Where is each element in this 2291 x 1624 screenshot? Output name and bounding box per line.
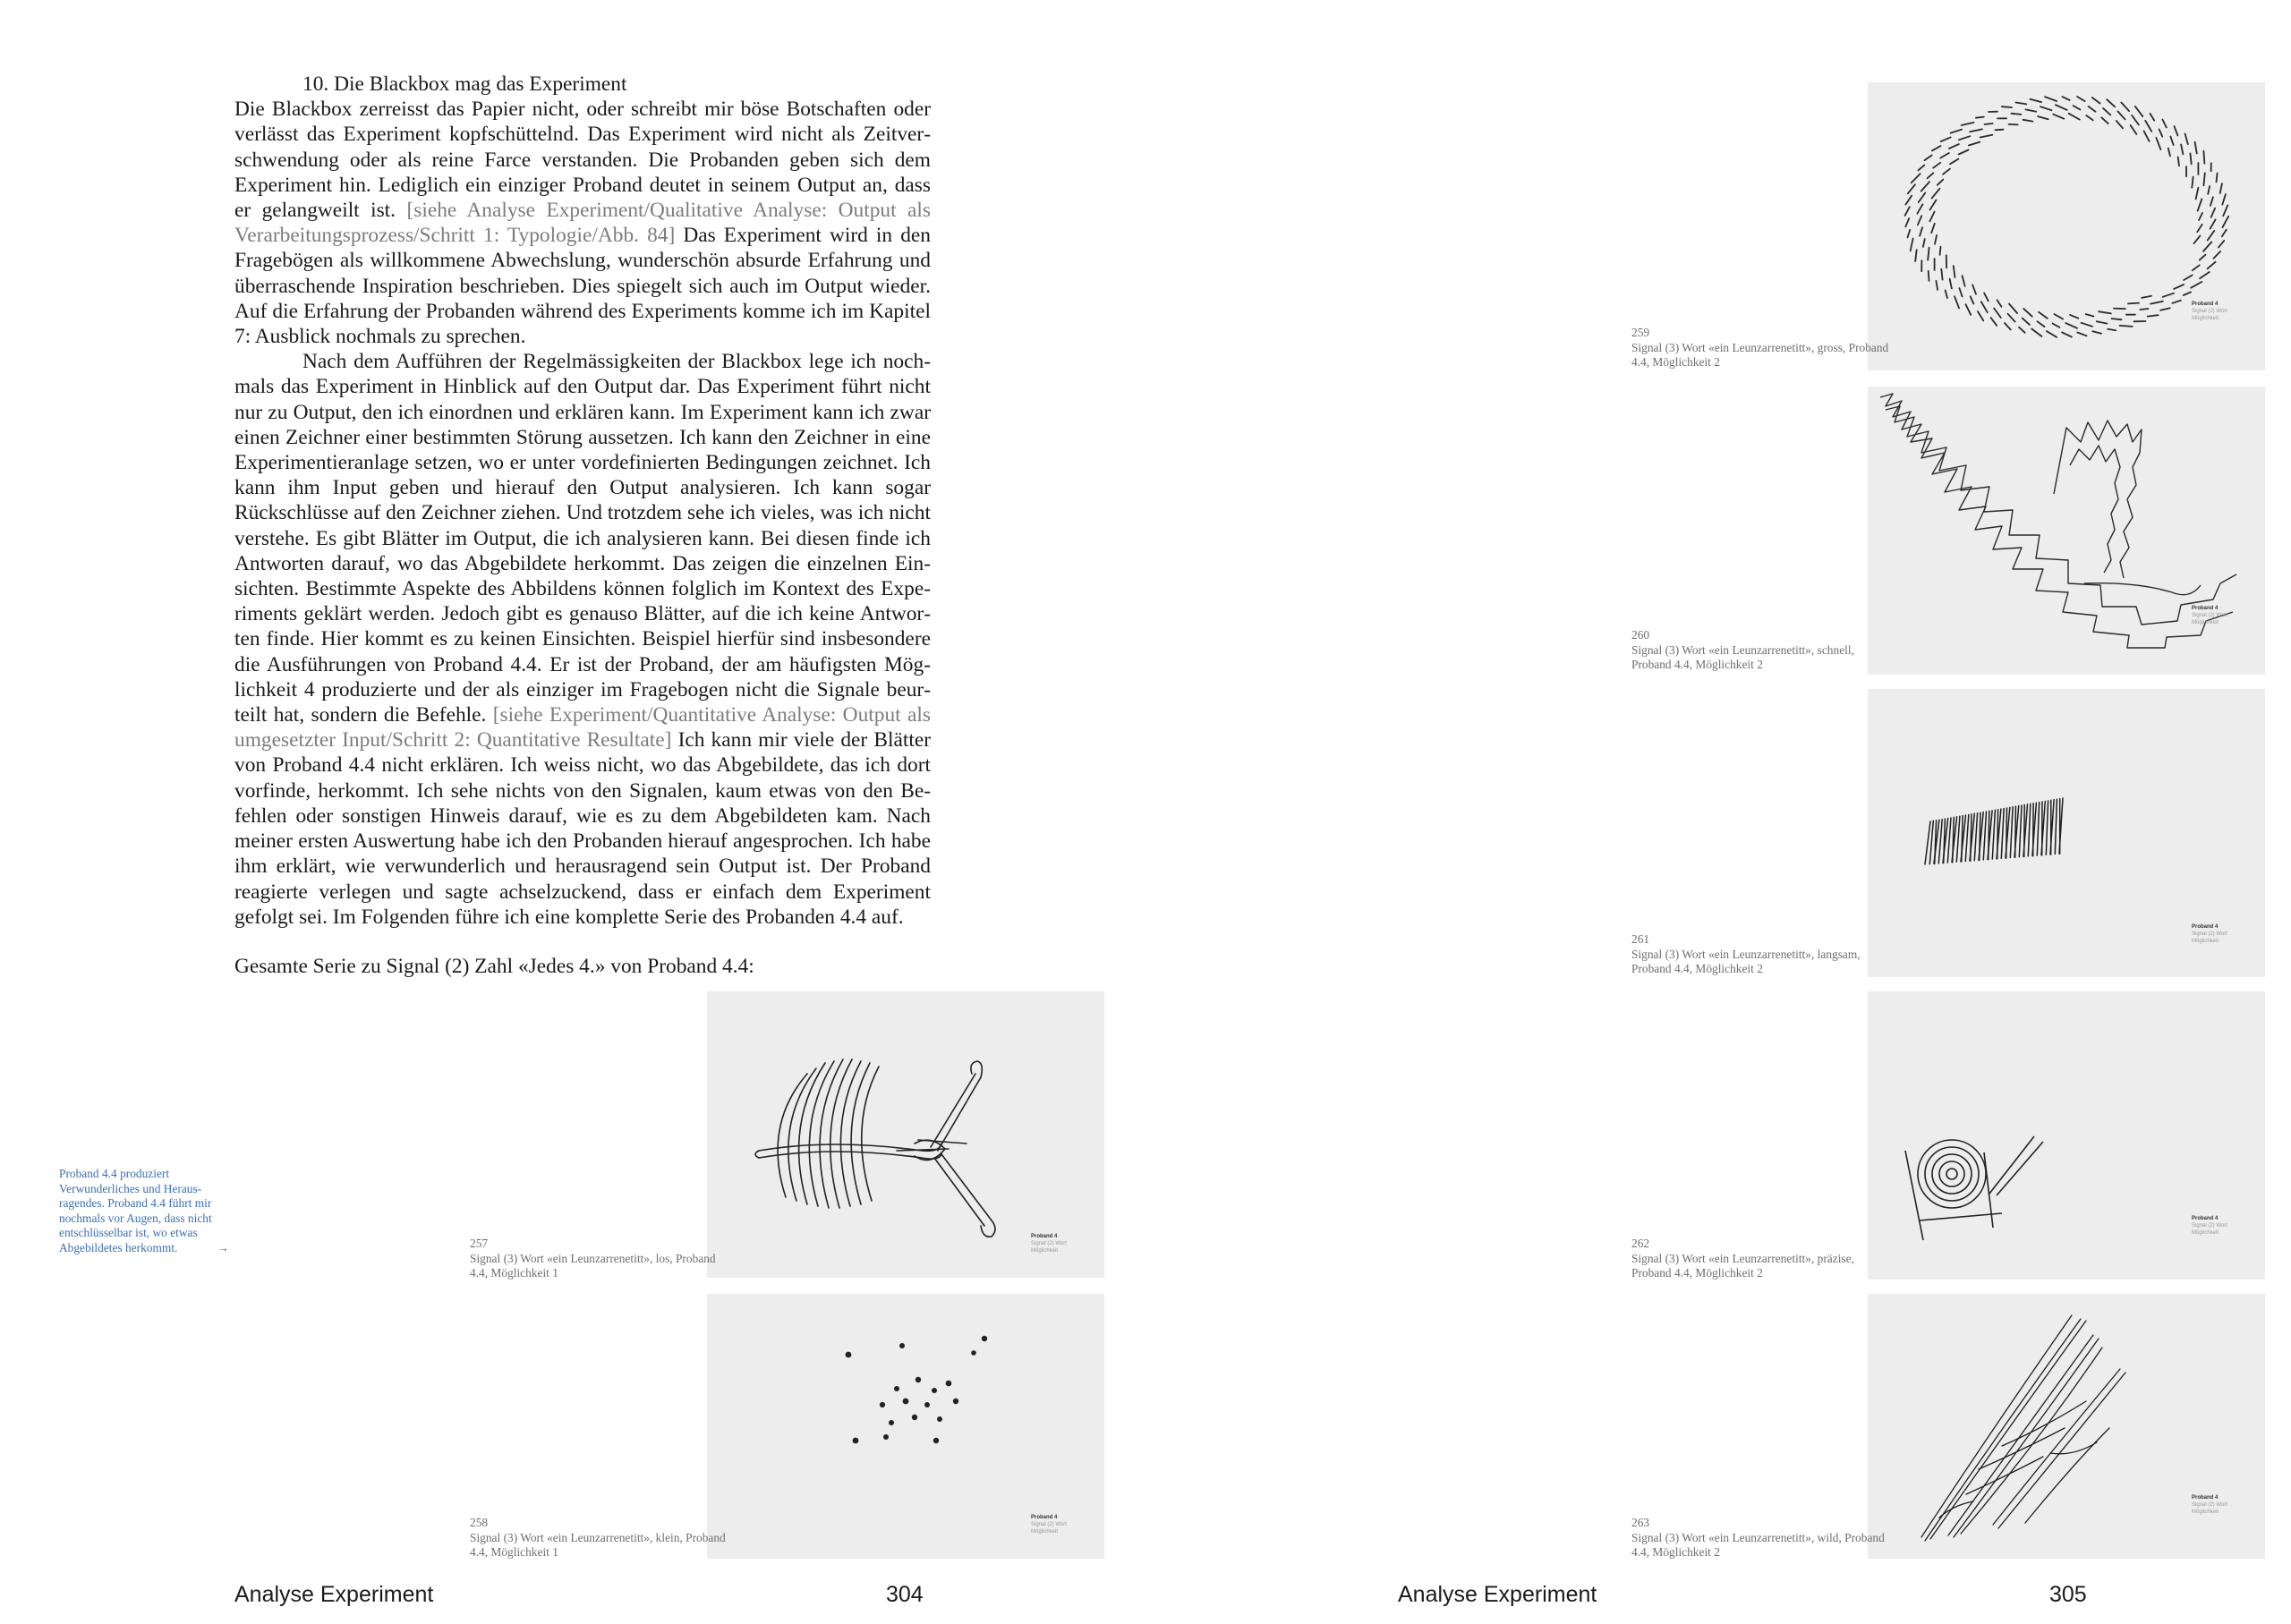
drawing-stroke bbox=[1965, 815, 1969, 862]
figure-number: 259 bbox=[1631, 326, 1650, 339]
drawing-stroke bbox=[2217, 174, 2218, 183]
drawing-stroke bbox=[2210, 197, 2213, 206]
drawing-stroke bbox=[1994, 309, 2001, 319]
figure-caption: Signal (3) Wort «ein Leunzarrenetitt», langsam, Proband 4.4, Möglichkeit 2 bbox=[1631, 947, 1861, 976]
drawing-stroke bbox=[2200, 272, 2210, 278]
drawing-stroke bbox=[1905, 218, 1909, 226]
drawing-stroke bbox=[2089, 106, 2096, 112]
drawing-stroke bbox=[2219, 241, 2224, 248]
drawing-stroke bbox=[2062, 97, 2069, 100]
drawing-stroke bbox=[1931, 224, 1935, 233]
drawing-stroke bbox=[1974, 813, 1977, 861]
drawing-stroke bbox=[2197, 225, 2202, 232]
drawing-stroke bbox=[2128, 303, 2139, 304]
drawing-stroke bbox=[2144, 131, 2150, 141]
drawing-stroke bbox=[1905, 196, 1912, 205]
paragraph-2-text-b: Ich kann mir viele der Blätter von Proband 4.4 nicht erklären. Ich weiss nicht, wo das Abgebildete, das ich dort vorfinde, herkommt. Ich sehe nichts von den Signalen, kaum etwas von den Befehlen oder sonstigen Hinweis darauf, wie es zu dem Abgebildeten kam. Nach meiner ersten Auswertung habe ich den Probanden hierauf angesprochen. Ich habe ihm erklärt, wie verwunderlich und herausragend sein Output ist. Der Proband reagierte verlegen und sagte achselzuckend, dass er einfach dem Experiment gefolgt sei. Im Folgenden führe ich eine komplette Serie des Probanden 4.4 auf. bbox=[234, 728, 932, 929]
drawing-stroke bbox=[1941, 137, 1951, 141]
drawing-stroke bbox=[1911, 239, 1913, 251]
page-number: 304 bbox=[886, 1582, 924, 1607]
chapter-heading: 10. Die Blackbox mag das Experiment bbox=[302, 72, 627, 96]
drawing-stroke bbox=[2107, 99, 2115, 106]
drawing-stroke bbox=[2023, 309, 2032, 317]
drawing-stroke bbox=[1991, 318, 1997, 326]
drawing-stroke bbox=[2099, 311, 2111, 313]
drawing-stroke bbox=[1984, 293, 1989, 301]
drawing-stroke bbox=[2223, 205, 2227, 216]
drawing-stroke bbox=[2131, 125, 2137, 134]
caption-258 bbox=[470, 1516, 729, 1560]
figure-zigzag-loop-drawing bbox=[1868, 387, 2265, 675]
right-page bbox=[1146, 0, 2291, 1624]
drawing-stroke bbox=[2039, 312, 2048, 319]
drawing-stroke bbox=[2077, 97, 2085, 101]
drawing-stroke bbox=[2077, 333, 2086, 336]
paragraph-1-text-b: Das Experiment wird in den Fragebögen als willkommene Abwechslung, wunderschön absurde Erfahrung und überraschende Inspiration beschrieben. Dies spiegelt sich auch im Output wieder. Auf die Erfahrung der Probanden während des Experiments komme ich im Kapitel 7: Ausblick nochmals zu sprechen. bbox=[234, 224, 931, 349]
drawing-stroke bbox=[2062, 332, 2072, 336]
drawing-stroke bbox=[2047, 331, 2057, 337]
drawing-stroke bbox=[2019, 805, 2022, 857]
drawing-stroke bbox=[1992, 810, 1995, 859]
drawing-stroke bbox=[1918, 216, 1921, 225]
drawing-stroke bbox=[1981, 302, 1988, 312]
drawing-stroke bbox=[2210, 219, 2216, 228]
drawing-stroke bbox=[1947, 818, 1951, 863]
drawing-stroke bbox=[2193, 265, 2200, 270]
drawing-stroke bbox=[2108, 329, 2116, 331]
drawing-stroke bbox=[1923, 239, 1925, 247]
figure-number: 261 bbox=[1631, 932, 1650, 946]
drawing-stroke bbox=[1976, 117, 1984, 118]
drawing-stroke bbox=[2120, 326, 2133, 327]
figure-number: 257 bbox=[470, 1237, 489, 1250]
drawing-stroke bbox=[2010, 807, 2013, 858]
drawing-stroke bbox=[2117, 111, 2125, 119]
drawing-stroke bbox=[1936, 281, 1938, 290]
drawing-stroke bbox=[2074, 106, 2081, 109]
drawing-stroke bbox=[1938, 820, 1942, 863]
caption-261 bbox=[1631, 932, 1891, 977]
drawing-stroke bbox=[1956, 816, 1960, 862]
drawing-stroke bbox=[2162, 120, 2166, 128]
drawing-stroke bbox=[2056, 105, 2067, 110]
drawing-stroke bbox=[1921, 182, 1929, 191]
drawing-stroke bbox=[1959, 136, 1970, 140]
drawing-stroke bbox=[2145, 121, 2151, 132]
drawing-stroke bbox=[2053, 115, 2064, 119]
plate-263-drawing bbox=[1868, 1294, 2265, 1559]
plate-stamp: Proband 4 Signal (2) Wort Möglichkeit bbox=[2192, 1495, 2227, 1515]
drawing-stroke bbox=[2194, 236, 2201, 244]
drawing-stroke bbox=[2037, 803, 2039, 856]
drawing-stroke bbox=[1925, 821, 1930, 864]
drawing-stroke bbox=[2065, 323, 2077, 328]
body-text bbox=[234, 72, 931, 930]
drawing-stroke bbox=[2016, 103, 2027, 105]
cross-reference-2[interactable]: [siehe Experiment/Quantitative Analyse: Output als umgesetzter Input/Schritt 2: Quantitative Resultate] bbox=[234, 703, 931, 752]
drawing-stroke bbox=[2070, 315, 2078, 319]
drawing-stroke bbox=[1915, 250, 1917, 261]
drawing-stroke bbox=[2092, 331, 2101, 334]
drawing-stroke bbox=[1971, 296, 1974, 303]
drawing-stroke bbox=[1963, 276, 1965, 286]
drawing-stroke bbox=[2168, 149, 2170, 157]
drawing-stroke bbox=[1928, 173, 1934, 178]
drawing-stroke bbox=[2028, 803, 2031, 856]
drawing-stroke bbox=[2220, 183, 2222, 193]
drawing-stroke bbox=[1908, 230, 1911, 238]
drawing-stroke bbox=[2092, 98, 2100, 104]
plate-260-drawing bbox=[1868, 387, 2265, 675]
paragraph-2 bbox=[234, 349, 931, 930]
drawing-stroke bbox=[2156, 138, 2160, 149]
drawing-stroke bbox=[2150, 302, 2163, 304]
drawing-stroke bbox=[1954, 266, 1955, 277]
drawing-stroke bbox=[2222, 230, 2227, 237]
drawing-stroke bbox=[1918, 166, 1924, 171]
drawing-stroke bbox=[2208, 231, 2215, 241]
drawing-stroke bbox=[2012, 114, 2022, 115]
drawing-stroke bbox=[2037, 321, 2044, 327]
footer-section-title: Analyse Experiment bbox=[1398, 1582, 1597, 1607]
plate-259-drawing bbox=[1868, 82, 2265, 370]
figure-caption: Signal (3) Wort «ein Leunzarrenetitt», los, Proband 4.4, Möglichkeit 1 bbox=[470, 1251, 716, 1280]
drawing-stroke bbox=[2086, 314, 2094, 316]
caption-260 bbox=[1631, 628, 1891, 673]
page-number: 305 bbox=[2049, 1582, 2087, 1607]
drawing-stroke bbox=[1978, 311, 1983, 320]
plate-stamp: Proband 4 Signal (2) Wort Möglichkeit bbox=[2192, 606, 2227, 625]
drawing-stroke bbox=[2190, 153, 2191, 164]
plate-257-drawing bbox=[707, 991, 1104, 1278]
drawing-stroke bbox=[2045, 97, 2057, 101]
footer-section-title: Analyse Experiment bbox=[234, 1582, 434, 1607]
drawing-stroke bbox=[2055, 799, 2057, 854]
caption-262 bbox=[1631, 1237, 1891, 1281]
drawing-stroke bbox=[1966, 304, 1972, 315]
figure-number: 258 bbox=[470, 1516, 489, 1529]
drawing-stroke bbox=[1919, 193, 1926, 203]
drawing-stroke bbox=[2055, 314, 2064, 319]
margin-note bbox=[59, 1167, 229, 1256]
drawing-stroke bbox=[2097, 321, 2108, 323]
drawing-stroke bbox=[1996, 130, 2004, 131]
drawing-stroke bbox=[2184, 292, 2191, 295]
paragraph-2-text-a: Nach dem Aufführen der Regelmässigkeiten der Blackbox lege ich nochmals das Experiment in Hinblick auf den Output dar. Das Experiment führt nicht nur zu Output, den ich einordnen und erklären kann. Im Experiment kann ich zwar einen Zeichner einer bestimmten Störung aussetzen. Ich kann den Zeichner in eine Experimentieranlage setzen, wo er unter vordefinierten Bedingungen zeichnet. Ich kann ihm Input geben und hierauf den Output analysieren. Ich kann sogar Rückschlüsse auf den Zeichner ziehen. Und trotzdem sehe ich vieles, was ich nicht verstehe. Es gibt Blätter im Output, die ich analysieren kann. Bei diesen finde ich Antworten darauf, wo das Abgebildete herkommt. Das zeigen die einzelnen Einsichten. Bestimmte Aspekte des Abbildens können folglich im Kontext des Experiments geklärt werden. Jedoch gibt es genauso Blätter, auf die ich keine Antworten finde. Hier kommt es zu keinen Einsichten. Beispiel hierfür sind insbesondere die Ausführungen von Proband 4.4. Er ist der Proband, der am häufigsten Möglichkeit 4 produzierte und der als einziger im Fragebogen nicht die Signale beurteilt hat, sondern die Befehle. bbox=[234, 350, 931, 727]
drawing-stroke bbox=[2159, 130, 2163, 137]
drawing-stroke bbox=[2009, 124, 2018, 125]
drawing-stroke bbox=[2031, 99, 2042, 102]
drawing-stroke bbox=[2198, 199, 2202, 210]
drawing-stroke bbox=[2008, 314, 2015, 322]
drawing-stroke bbox=[1949, 144, 1959, 149]
drawing-stroke bbox=[2046, 801, 2048, 855]
plate-stamp: Proband 4 Signal (2) Wort Möglichkeit bbox=[1031, 1515, 1067, 1535]
figure-caption: Signal (3) Wort «ein Leunzarrenetitt», klein, Proband 4.4, Möglichkeit 1 bbox=[470, 1530, 726, 1560]
drawing-stroke bbox=[1917, 204, 1922, 213]
drawing-stroke bbox=[2199, 213, 2202, 220]
drawing-stroke bbox=[1955, 296, 1959, 308]
drawing-stroke bbox=[2172, 301, 2181, 303]
drawing-stroke bbox=[2132, 115, 2139, 125]
drawing-stroke bbox=[1962, 123, 1974, 125]
drawing-stroke bbox=[1932, 146, 1941, 150]
drawing-stroke bbox=[2116, 121, 2123, 128]
figure-caption: Signal (3) Wort «ein Leunzarrenetitt», wild, Proband 4.4, Möglichkeit 2 bbox=[1631, 1530, 1885, 1560]
plate-stamp: Proband 4 Signal (2) Wort Möglichkeit bbox=[2192, 1216, 2227, 1236]
drawing-stroke bbox=[2192, 177, 2193, 188]
paragraph-1-text-a: Die Blackbox zerreisst das Papier nicht, oder schreibt mir böse Botschaften oder verlässt das Experiment kopfschüttelnd. Das Experiment wird nicht als Zeitverschwendung oder als reine Farce verstanden. Die Probanden geben sich dem Experiment hin. Lediglich ein einziger Proband deutet in seinem Output an, dass er gelangweilt ist. bbox=[234, 98, 931, 223]
drawing-stroke bbox=[1959, 150, 1969, 155]
drawing-stroke bbox=[2031, 329, 2041, 336]
drawing-stroke bbox=[2222, 194, 2226, 205]
figure-caption: Signal (3) Wort «ein Leunzarrenetitt», präzise, Proband 4.4, Möglichkeit 2 bbox=[1631, 1251, 1854, 1280]
drawing-stroke bbox=[2009, 304, 2017, 314]
drawing-stroke bbox=[2208, 186, 2210, 194]
drawing-stroke bbox=[1983, 812, 1986, 860]
drawing-stroke bbox=[2135, 106, 2142, 116]
drawing-stroke bbox=[2069, 114, 2080, 120]
margin-note-text: Proband 4.4 produziert Verwunderliches und Herausragendes. Proband 4.4 führt mir nochmals vor Augen, dass nicht entschlüsselbar ist, wo etwas Abgebildetes herkommt. bbox=[59, 1167, 212, 1254]
plate-stamp: Proband 4 Signal (2) Wort Möglichkeit bbox=[2192, 924, 2227, 944]
drawing-stroke bbox=[2196, 188, 2199, 200]
drawing-stroke bbox=[2019, 327, 2025, 333]
drawing-stroke bbox=[2001, 809, 2004, 859]
drawing-stroke bbox=[1941, 269, 1942, 280]
paragraph-1 bbox=[234, 97, 931, 349]
drawing-stroke bbox=[1985, 123, 1993, 124]
plate-262-drawing bbox=[1868, 991, 2265, 1280]
drawing-stroke bbox=[2114, 309, 2125, 310]
drawing-stroke bbox=[2026, 109, 2037, 111]
drawing-stroke bbox=[1932, 189, 1940, 199]
drawing-stroke bbox=[2082, 323, 2092, 327]
drawing-stroke bbox=[1972, 285, 1976, 293]
drawing-stroke bbox=[2002, 106, 2012, 107]
drawing-stroke bbox=[1935, 235, 1937, 244]
plate-258-drawing bbox=[707, 1294, 1104, 1559]
drawing-stroke bbox=[1940, 247, 1941, 255]
drawing-stroke bbox=[2223, 217, 2229, 227]
drawing-stroke bbox=[1908, 184, 1915, 193]
caption-259 bbox=[1631, 326, 1891, 370]
drawing-stroke bbox=[2184, 276, 2193, 281]
drawing-stroke bbox=[2023, 120, 2033, 122]
plate-261-drawing bbox=[1868, 689, 2265, 977]
figure-number: 262 bbox=[1631, 1237, 1650, 1250]
drawing-stroke bbox=[2040, 106, 2051, 110]
drawing-stroke bbox=[2005, 323, 2011, 329]
arrow-right-icon: → bbox=[217, 1240, 229, 1254]
drawing-stroke bbox=[2211, 208, 2215, 217]
caption-263 bbox=[1631, 1516, 1891, 1560]
drawing-stroke bbox=[1959, 288, 1962, 297]
drawing-stroke bbox=[2163, 293, 2174, 297]
drawing-stroke bbox=[2150, 114, 2155, 121]
drawing-stroke bbox=[2140, 309, 2148, 310]
drawing-stroke bbox=[2203, 173, 2204, 185]
drawing-stroke bbox=[2203, 151, 2204, 164]
drawing-stroke bbox=[2208, 262, 2216, 269]
drawing-stroke bbox=[2121, 103, 2129, 112]
drawing-stroke bbox=[2103, 108, 2110, 115]
drawing-stroke bbox=[2181, 145, 2183, 155]
series-heading: Gesamte Serie zu Signal (2) Zahl «Jedes 4.» von Proband 4.4: bbox=[234, 955, 754, 978]
drawing-stroke bbox=[1946, 290, 1947, 298]
drawing-stroke bbox=[1950, 159, 1958, 165]
drawing-stroke bbox=[1940, 153, 1949, 158]
drawing-stroke bbox=[1980, 135, 1993, 138]
drawing-stroke bbox=[1925, 156, 1932, 161]
cross-reference-1[interactable]: [siehe Analyse Experiment/Qualitative Analyse: Output als Verarbeitungsprozess/Schritt 1: Typologie/Abb. 84] bbox=[234, 199, 931, 248]
figure-number: 260 bbox=[1631, 628, 1650, 642]
drawing-stroke bbox=[2160, 308, 2170, 310]
drawing-stroke bbox=[1951, 130, 1962, 133]
drawing-stroke bbox=[1905, 207, 1910, 216]
drawing-stroke bbox=[2148, 315, 2159, 317]
drawing-stroke bbox=[1943, 169, 1950, 174]
drawing-stroke bbox=[2170, 137, 2173, 146]
drawing-stroke bbox=[1970, 129, 1982, 132]
drawing-stroke bbox=[2101, 117, 2108, 123]
drawing-stroke bbox=[1928, 248, 1929, 260]
drawing-stroke bbox=[2175, 126, 2178, 135]
drawing-stroke bbox=[2185, 134, 2188, 145]
drawing-stroke bbox=[2178, 157, 2179, 166]
drawing-stroke bbox=[2086, 115, 2092, 120]
drawing-stroke bbox=[2053, 324, 2060, 327]
drawing-stroke bbox=[2142, 296, 2151, 298]
figure-number: 263 bbox=[1631, 1516, 1650, 1529]
drawing-stroke bbox=[2203, 242, 2211, 251]
drawing-stroke bbox=[1938, 180, 1944, 185]
drawing-stroke bbox=[1933, 163, 1940, 168]
drawing-stroke bbox=[2214, 251, 2221, 259]
drawing-stroke bbox=[2191, 282, 2202, 288]
drawing-stroke bbox=[2174, 285, 2184, 289]
drawing-stroke bbox=[1930, 200, 1937, 210]
drawing-stroke bbox=[2023, 319, 2030, 325]
drawing-stroke bbox=[2195, 142, 2197, 154]
figure-caption: Signal (3) Wort «ein Leunzarrenetitt», gross, Proband 4.4, Möglichkeit 2 bbox=[1631, 340, 1889, 370]
drawing-stroke bbox=[1997, 300, 2002, 306]
drawing-stroke bbox=[2038, 116, 2048, 119]
plate-stamp: Proband 4 Signal (2) Wort Möglichkeit bbox=[1031, 1234, 1067, 1254]
figure-dash-ring-drawing bbox=[1868, 82, 2265, 370]
drawing-stroke bbox=[1912, 174, 1921, 183]
drawing-stroke bbox=[1929, 212, 1934, 222]
drawing-stroke bbox=[2200, 255, 2206, 260]
drawing-stroke bbox=[1950, 279, 1952, 289]
figure-caption: Signal (3) Wort «ein Leunzarrenetitt», schnell, Proband 4.4, Möglichkeit 2 bbox=[1631, 642, 1854, 672]
drawing-stroke bbox=[1920, 227, 1922, 236]
figure-strokes-drawing bbox=[1868, 1294, 2265, 1559]
plate-stamp: Proband 4 Signal (2) Wort Möglichkeit bbox=[2192, 302, 2227, 321]
drawing-stroke bbox=[1969, 142, 1980, 146]
caption-257 bbox=[470, 1237, 729, 1281]
